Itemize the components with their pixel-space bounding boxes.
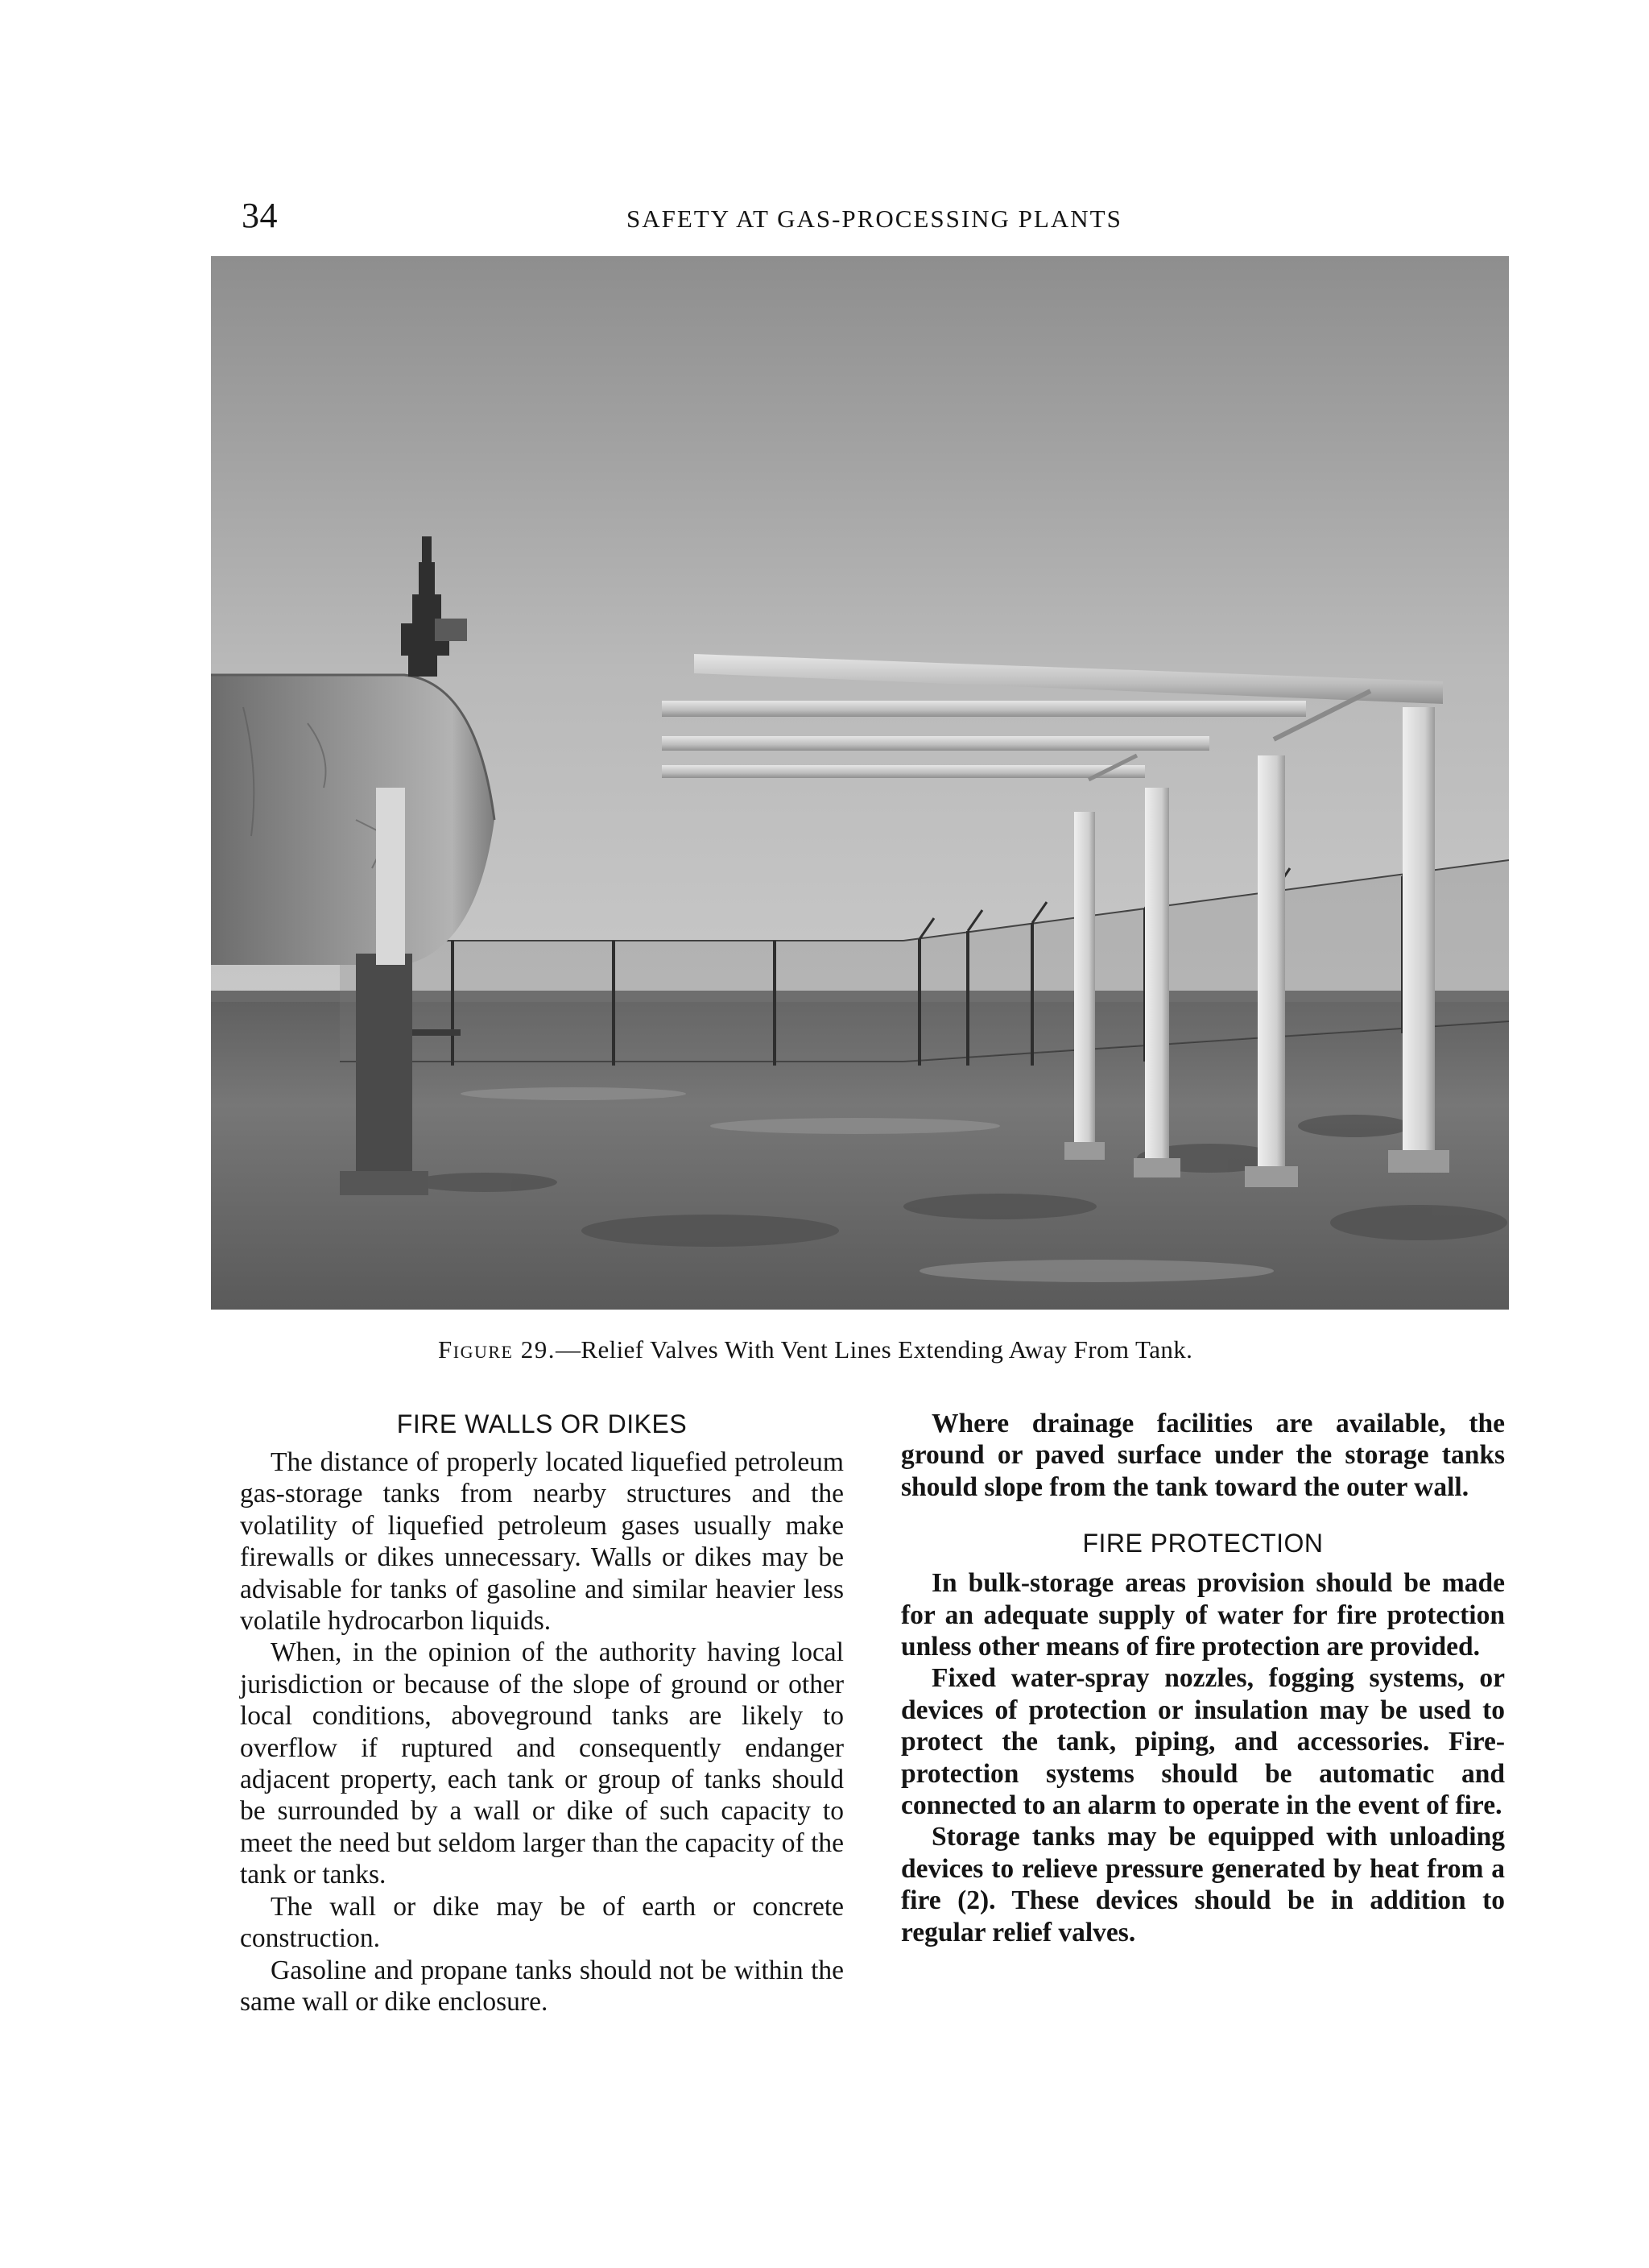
left-column — [240, 1408, 844, 2018]
paragraph: The wall or dike may be of earth or concrete construction. — [240, 1891, 844, 1954]
section-heading-fire-protection: FIRE PROTECTION — [1082, 1529, 1324, 1558]
paragraph: Where drainage facilities are available, the ground or paved surface under the storage tanks should slope from the tank toward the outer wall. — [901, 1409, 1505, 1502]
paragraph: When, in the opinion of the authority having local jurisdiction or because of the slope of ground or other local conditions, aboveground tanks are likely to overflow if ruptured and consequently endanger adjacent property, each tank or group of tanks should be surrounded by a wall or dike of such capacity to meet the need but seldom larger than the capacity of the tank or tanks. — [240, 1637, 844, 1890]
paragraph: Gasoline and propane tanks should not be within the same wall or dike enclosure. — [240, 1955, 844, 2017]
right-column — [901, 1408, 1505, 1948]
paragraph: In bulk-storage areas provision should be made for an adequate supply of water for fire protection unless other means of fire protection are provided. — [901, 1568, 1505, 1662]
figure-caption — [438, 1337, 1192, 1362]
running-header: SAFETY AT GAS-PROCESSING PLANTS — [626, 205, 1122, 233]
figure-label: Figure 29. — [438, 1335, 556, 1364]
section-heading-fire-walls: FIRE WALLS OR DIKES — [396, 1409, 688, 1438]
paragraph: Storage tanks may be equipped with unloading devices to relieve pressure generated by heat from a fire (2). These devices should be in addition to regular relief valves. — [901, 1822, 1505, 1947]
figure-photograph — [211, 256, 1509, 1310]
paragraph: The distance of properly located liquefied petroleum gas-storage tanks from nearby structures and the volatility of liquefied petroleum gases usually make firewalls or dikes unnecessary. Walls or dikes may be advisable for tanks of gasoline and similar heavier less volatile hydrocarbon liquids. — [240, 1447, 844, 1637]
paragraph: Fixed water-spray nozzles, fogging systems, or devices of protection or insulation may be used to protect the tank, piping, and accessories. Fire-protection systems should be automatic and connected to an alarm to operate in the event of fire. — [901, 1663, 1505, 1821]
page-number: 34 — [242, 196, 278, 235]
figure-caption-text: —Relief Valves With Vent Lines Extending Away From Tank. — [555, 1335, 1193, 1364]
